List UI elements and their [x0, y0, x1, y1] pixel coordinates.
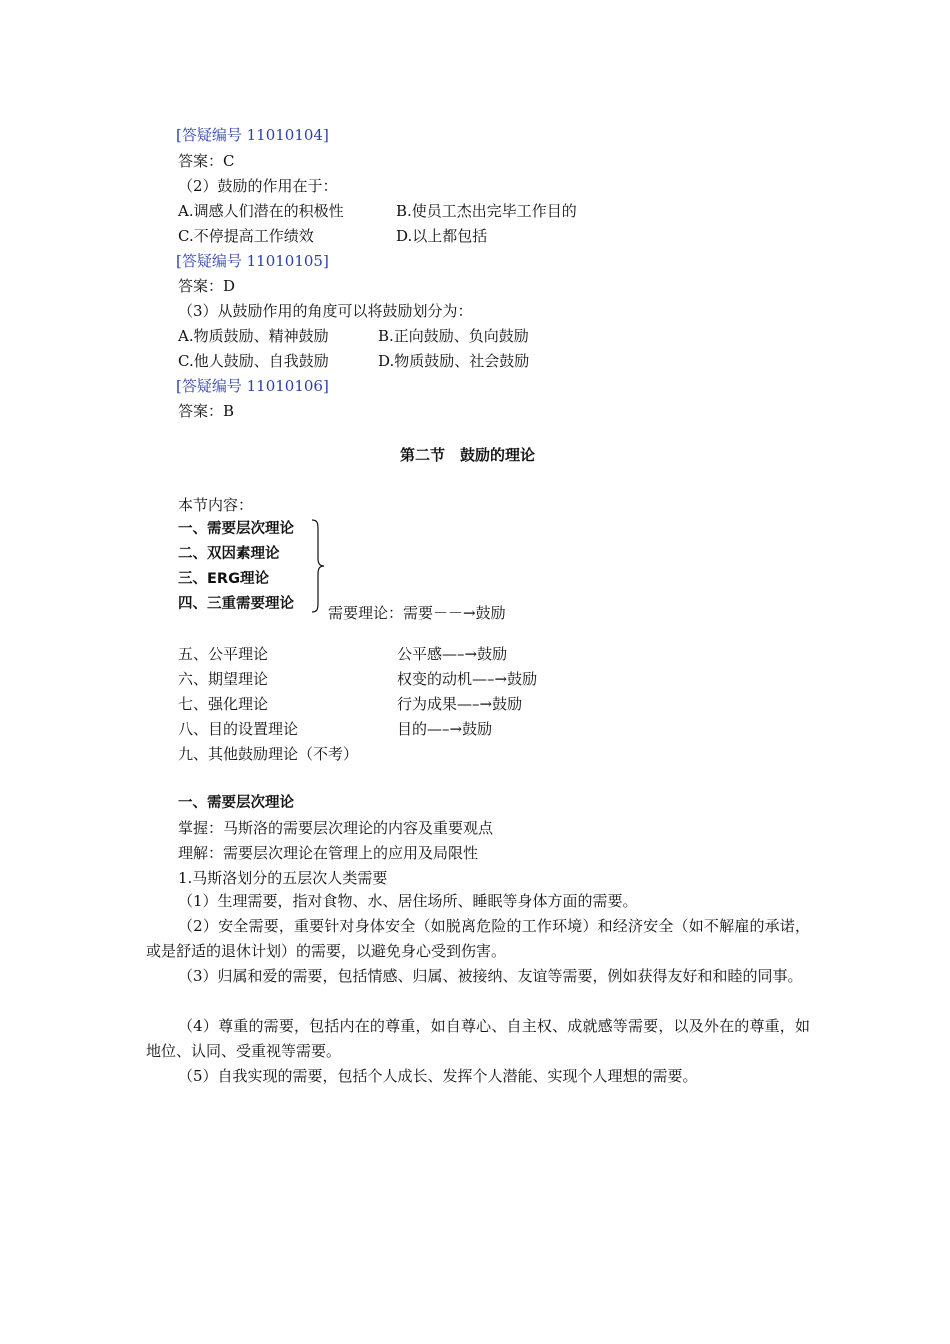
- section-title: 第二节 鼓励的理论: [400, 446, 536, 464]
- option-a: A.调感人们潜在的积极性: [178, 202, 344, 220]
- theory-note: 目的—–→鼓励: [397, 720, 493, 738]
- need-item: （1）生理需要，指对食物、水、居住场所、睡眠等身体方面的需要。: [178, 892, 638, 910]
- theory-item: 八、目的设置理论: [178, 720, 299, 738]
- option-c: C.他人鼓励、自我鼓励: [178, 352, 329, 370]
- answer-text: 答案：C: [178, 152, 235, 170]
- theory-note: 权变的动机—–→鼓励: [397, 670, 538, 688]
- need-item: （4）尊重的需要，包括内在的尊重，如自尊心、自主权、成就感等需要，以及外在的尊重，如地位、认同、受重视等需要。: [146, 1017, 810, 1060]
- master-line: 掌握：马斯洛的需要层次理论的内容及重要观点: [178, 819, 494, 837]
- need-theory-item: 二、双因素理论: [178, 546, 280, 562]
- need-theory-item: 四、三重需要理论: [178, 596, 294, 612]
- option-c: C.不停提高工作绩效: [178, 227, 314, 245]
- theory-item: 七、强化理论: [178, 695, 269, 713]
- need-summary: 需要理论：需要－－→鼓励: [328, 604, 506, 622]
- option-d: D.物质鼓励、社会鼓励: [378, 352, 530, 370]
- brace-icon: [310, 518, 326, 614]
- theory-note: 行为成果—–→鼓励: [397, 695, 523, 713]
- question-stem: （2）鼓励的作用在于：: [178, 177, 338, 195]
- list-title: 1.马斯洛划分的五层次人类需要: [178, 869, 388, 887]
- theory-item: 六、期望理论: [178, 670, 269, 688]
- understand-line: 理解：需要层次理论在管理上的应用及局限性: [178, 844, 479, 862]
- option-b: B.正向鼓励、负向鼓励: [378, 327, 529, 345]
- subsection-title: 一、需要层次理论: [178, 795, 294, 811]
- need-item: （2）安全需要，重要针对身体安全（如脱离危险的工作环境）和经济安全（如不解雇的承诺，或是舒适的退休计划）的需要，以避免身心受到伤害。: [146, 917, 810, 960]
- need-item: （5）自我实现的需要，包括个人成长、发挥个人潜能、实现个人理想的需要。: [178, 1067, 698, 1085]
- answer-text: 答案：D: [178, 277, 236, 295]
- need-theory-item: 一、需要层次理论: [178, 521, 294, 537]
- option-b: B.使员工杰出完毕工作目的: [396, 202, 577, 220]
- theory-note: 公平感—–→鼓励: [397, 645, 508, 663]
- question-ref: [答疑编号 11010104]: [176, 126, 329, 144]
- need-theory-item: 三、ERG理论: [178, 571, 269, 587]
- section-intro: 本节内容：: [178, 496, 254, 514]
- answer-text: 答案：B: [178, 402, 235, 420]
- question-ref: [答疑编号 11010106]: [176, 377, 329, 395]
- option-a: A.物质鼓励、精神鼓励: [178, 327, 329, 345]
- question-ref: [答疑编号 11010105]: [176, 252, 329, 270]
- theory-item: 九、其他鼓励理论（不考）: [178, 745, 359, 763]
- option-d: D.以上都包括: [396, 227, 488, 245]
- question-stem: （3）从鼓励作用的角度可以将鼓励划分为：: [178, 302, 473, 320]
- need-item: （3）归属和爱的需要，包括情感、归属、被接纳、友谊等需要，例如获得友好和和睦的同事。: [178, 967, 803, 985]
- theory-item: 五、公平理论: [178, 645, 269, 663]
